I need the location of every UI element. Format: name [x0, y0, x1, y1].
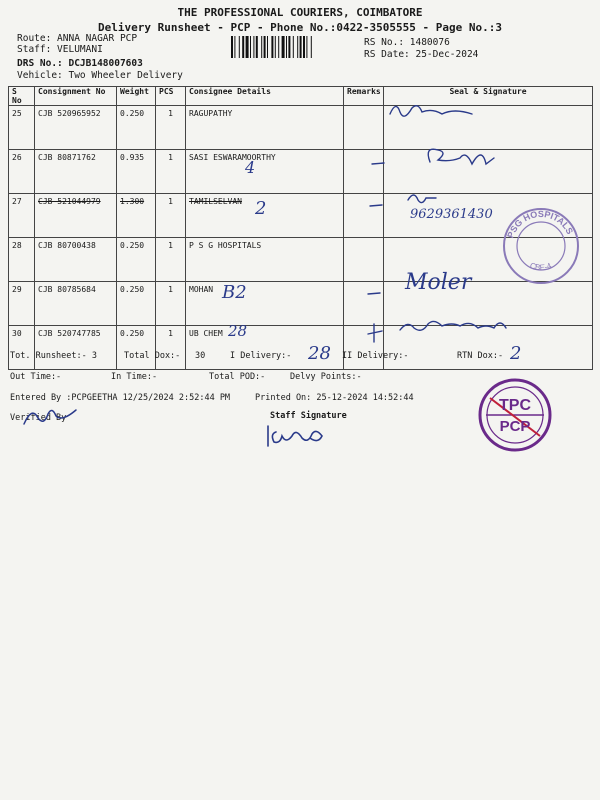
total-dox-value: 30: [195, 351, 206, 361]
cell-sno: 28: [9, 238, 35, 282]
cell-sno: 30: [9, 326, 35, 370]
cell-sno: 29: [9, 282, 35, 326]
cell-pcs: 1: [156, 282, 186, 326]
handwritten-count: 4: [245, 158, 256, 177]
signature-row-30: [400, 321, 506, 330]
barcode-bar: [282, 36, 285, 58]
barcode-bar: [246, 36, 249, 58]
barcode-bar: [278, 36, 279, 58]
remark-dash-26: [372, 163, 384, 164]
cell-pcs: 1: [156, 150, 186, 194]
cell-weight: 0.250: [117, 282, 156, 326]
barcode-bar: [256, 36, 258, 58]
printed-on: Printed On: 25-12-2024 14:52:44: [255, 393, 414, 403]
col-header-consignment: Consignment No: [35, 87, 117, 106]
barcode-bar: [286, 36, 287, 58]
verified-signature: [20, 402, 90, 432]
col-header-weight: Weight: [117, 87, 156, 106]
psg-stamp-bottom: CBE-4: [528, 260, 553, 273]
cell-sno: 25: [9, 106, 35, 150]
barcode-bar: [242, 36, 244, 58]
staff-signature-mark: [262, 420, 352, 452]
tpc-stamp-top: TPC: [499, 397, 531, 414]
company-title: THE PROFESSIONAL COURIERS, COIMBATORE: [177, 6, 423, 19]
verified-by-label: Verified By: [10, 413, 67, 423]
barcode-bar: [311, 36, 312, 58]
handwritten-count: B2: [222, 282, 247, 303]
cell-weight: 1.300: [117, 194, 156, 238]
cell-consignment: CJB 80700438: [35, 238, 117, 282]
cell-consignee: MOHAN: [186, 282, 344, 326]
svg-text:CBE-4: [528, 261, 553, 272]
barcode-bar: [275, 36, 276, 58]
col-header-pcs: PCS: [156, 87, 186, 106]
total-pod-label: Total POD:-: [209, 372, 266, 382]
handwritten-count: 2: [255, 198, 267, 219]
tpc-stamp-bottom: PCP: [499, 418, 531, 435]
cell-consignment: CJB 520747785: [35, 326, 117, 370]
cell-consignment: CJB 520965952: [35, 106, 117, 150]
rtn-dox-label: RTN Dox:-: [457, 351, 504, 361]
barcode-bar: [297, 36, 298, 58]
barcode-bar: [231, 36, 233, 58]
barcode-bar: [271, 36, 273, 58]
col-header-seal: Seal & Signature: [384, 87, 593, 106]
vehicle-label: Vehicle: Two Wheeler Delivery: [17, 70, 183, 81]
barcode-bar: [261, 36, 262, 58]
barcode-bar: [239, 36, 240, 58]
barcode-bar: [300, 36, 302, 58]
rtn-dox-handwritten: 2: [510, 343, 522, 364]
cell-weight: 0.935: [117, 150, 156, 194]
cell-consignee: TAMILSELVAN: [186, 194, 344, 238]
runsheet-subtitle: Delivery Runsheet - PCP - Phone No.:0422-3505555 - Page No.:3: [98, 21, 502, 34]
barcode-bar: [288, 36, 290, 58]
barcode-bar: [303, 36, 305, 58]
barcode-bar: [306, 36, 307, 58]
remark-dash-30: [368, 324, 382, 342]
i-delivery-label: I Delivery:-: [230, 351, 292, 361]
cell-sno: 26: [9, 150, 35, 194]
cell-weight: 0.250: [117, 326, 156, 370]
total-dox-label: Total Dox:-: [124, 351, 181, 361]
handwritten-phone: 9629361430: [410, 207, 493, 222]
handwritten-signature-name: Moler: [405, 270, 472, 295]
col-header-consignee: Consignee Details: [186, 87, 344, 106]
signature-row-25: [390, 106, 472, 116]
psg-hospital-stamp: [500, 205, 582, 287]
remark-dash-29: [368, 293, 380, 294]
cell-weight: 0.250: [117, 238, 156, 282]
cell-consignee: P S G HOSPITALS: [186, 238, 344, 282]
cell-consignee: RAGUPATHY: [186, 106, 344, 150]
barcode-bar: [234, 36, 235, 58]
staff-label: Staff: VELUMANI: [17, 44, 103, 55]
cell-pcs: 1: [156, 194, 186, 238]
delvy-points-label: Delvy Points:-: [290, 372, 362, 382]
cell-consignment: CJB 80871762: [35, 150, 117, 194]
psg-stamp-text: PSG HOSPITALS: [505, 208, 576, 240]
tot-runsheet: Tot. Runsheet:- 3: [10, 351, 97, 361]
in-time-label: In Time:-: [111, 372, 158, 382]
signature-row-27: [408, 195, 436, 203]
signature-row-26: [428, 149, 494, 164]
barcode-bar: [253, 36, 254, 58]
tpc-pcp-stamp: [476, 376, 554, 454]
cell-weight: 0.250: [117, 106, 156, 150]
cell-consignment: CJB 80785684: [35, 282, 117, 326]
staff-signature-label: Staff Signature: [270, 411, 347, 421]
col-header-sno: S No: [9, 87, 35, 106]
ii-delivery-label: II Delivery:-: [342, 351, 409, 361]
i-delivery-handwritten: 28: [308, 343, 331, 364]
cell-pcs: 1: [156, 326, 186, 370]
remark-dash-27: [370, 205, 382, 206]
col-header-remarks: Remarks: [344, 87, 384, 106]
entered-by: Entered By :PCPGEETHA 12/25/2024 2:52:44 PM: [10, 393, 231, 403]
barcode-bar: [264, 36, 266, 58]
rs-number: RS No.: 1480076: [364, 37, 450, 48]
cell-consignee: UB CHEM: [186, 326, 344, 370]
svg-text:PSG HOSPITALS: [505, 209, 575, 239]
cell-pcs: 1: [156, 106, 186, 150]
out-time-label: Out Time:-: [10, 372, 62, 382]
cell-consignee: SASI ESWARAMOORTHY: [186, 150, 344, 194]
route-label: Route: ANNA NAGAR PCP: [17, 33, 138, 44]
barcode-bar: [293, 36, 294, 58]
handwritten-count: 28: [228, 322, 248, 340]
cell-pcs: 1: [156, 238, 186, 282]
cell-sno: 27: [9, 194, 35, 238]
barcode-bar: [267, 36, 268, 58]
cell-consignment: CJB 521044979: [35, 194, 117, 238]
rs-date: RS Date: 25-Dec-2024: [364, 49, 479, 60]
barcode-image: [231, 36, 361, 58]
drs-number: DRS No.: DCJB148007603: [17, 58, 143, 69]
barcode-bar: [250, 36, 251, 58]
